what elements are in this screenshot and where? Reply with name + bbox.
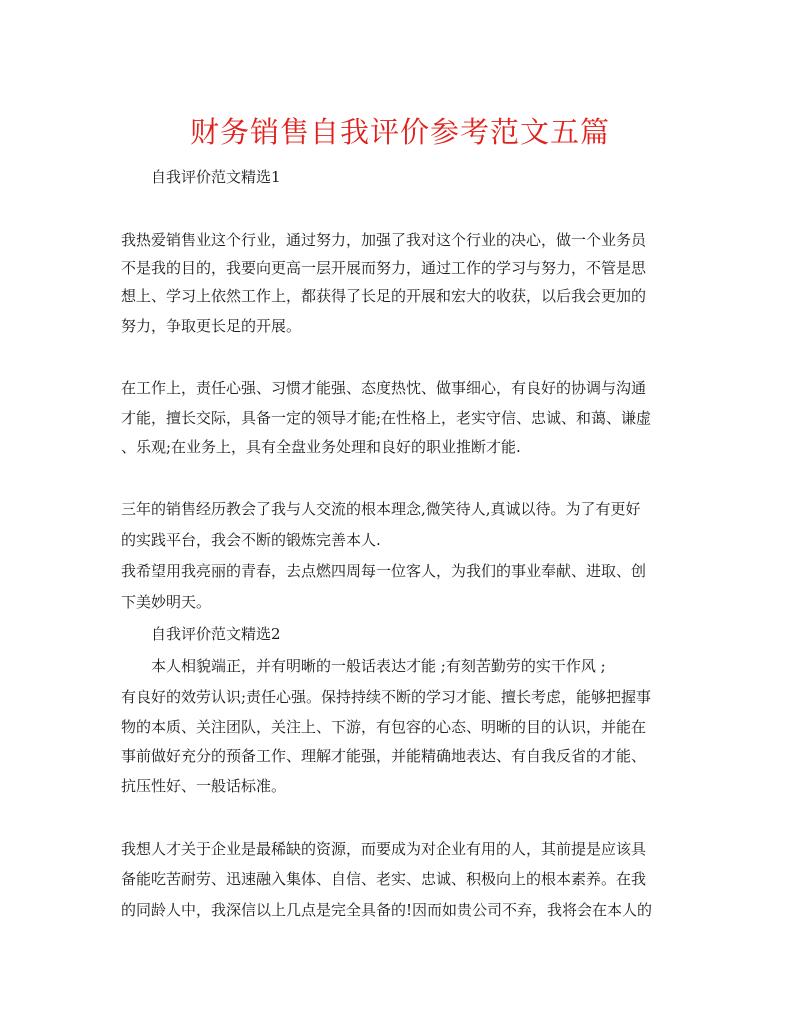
paragraph-line: 抗压性好、一般话标准。 — [121, 777, 287, 795]
paragraph-line: 在工作上，责任心强、习惯才能强、态度热忱、做事细心，有良好的协调与沟通 — [121, 379, 647, 397]
paragraph-line: 有良好的效劳认识;责任心强。保持持续不断的学习才能、擅长考虑，能够把握事 — [121, 688, 652, 706]
section-heading: 自我评价范文精选2 — [151, 625, 281, 643]
section-heading: 自我评价范文精选1 — [151, 168, 281, 186]
paragraph-line: 我热爱销售业这个行业，通过努力，加强了我对这个行业的决心，做一个业务员 — [121, 231, 647, 249]
paragraph-line: 的实践平台，我会不断的锻炼完善本人. — [121, 531, 381, 549]
paragraph-line: 我想人才关于企业是最稀缺的资源，而要成为对企业有用的人，其前提是应该具 — [121, 840, 647, 858]
paragraph-line: 努力，争取更长足的开展。 — [121, 317, 302, 335]
paragraph-line: 想上、学习上依然工作上，都获得了长足的开展和宏大的收获，以后我会更加的 — [121, 287, 647, 305]
paragraph-line: 才能，擅长交际，具备一定的领导才能;在性格上，老实守信、忠诚、和蔼、谦虚 — [121, 409, 652, 427]
paragraph-line: 的同龄人中，我深信以上几点是完全具备的!因而如贵公司不弃，我将会在本人的 — [121, 901, 653, 919]
paragraph-line: 不是我的目的，我要向更高一层开展而努力，通过工作的学习与努力，不管是思 — [121, 259, 647, 277]
paragraph-line: 下美妙明天。 — [121, 593, 212, 611]
paragraph-line: 我希望用我亮丽的青春，去点燃四周每一位客人，为我们的事业奉献、进取、创 — [121, 562, 647, 580]
paragraph-line: 三年的销售经历教会了我与人交流的根本理念,微笑待人,真诚以待。为了有更好 — [121, 500, 641, 518]
paragraph-line: 物的本质、关注团队，关注上、下游，有包容的心态、明晰的目的认识，并能在 — [121, 718, 647, 736]
paragraph-line: 事前做好充分的预备工作、理解才能强，并能精确地表达、有自我反省的才能、 — [121, 747, 647, 765]
document-title: 财务销售自我评价参考范文五篇 — [189, 115, 610, 149]
paragraph-line: 、乐观;在业务上，具有全盘业务处理和良好的职业推断才能. — [121, 438, 521, 456]
paragraph-line: 本人相貌端正，并有明晰的一般话表达才能 ;有刻苦勤劳的实干作风 ; — [151, 657, 606, 675]
paragraph-line: 备能吃苦耐劳、迅速融入集体、自信、老实、忠诚、积极向上的根本素养。在我 — [121, 870, 647, 888]
